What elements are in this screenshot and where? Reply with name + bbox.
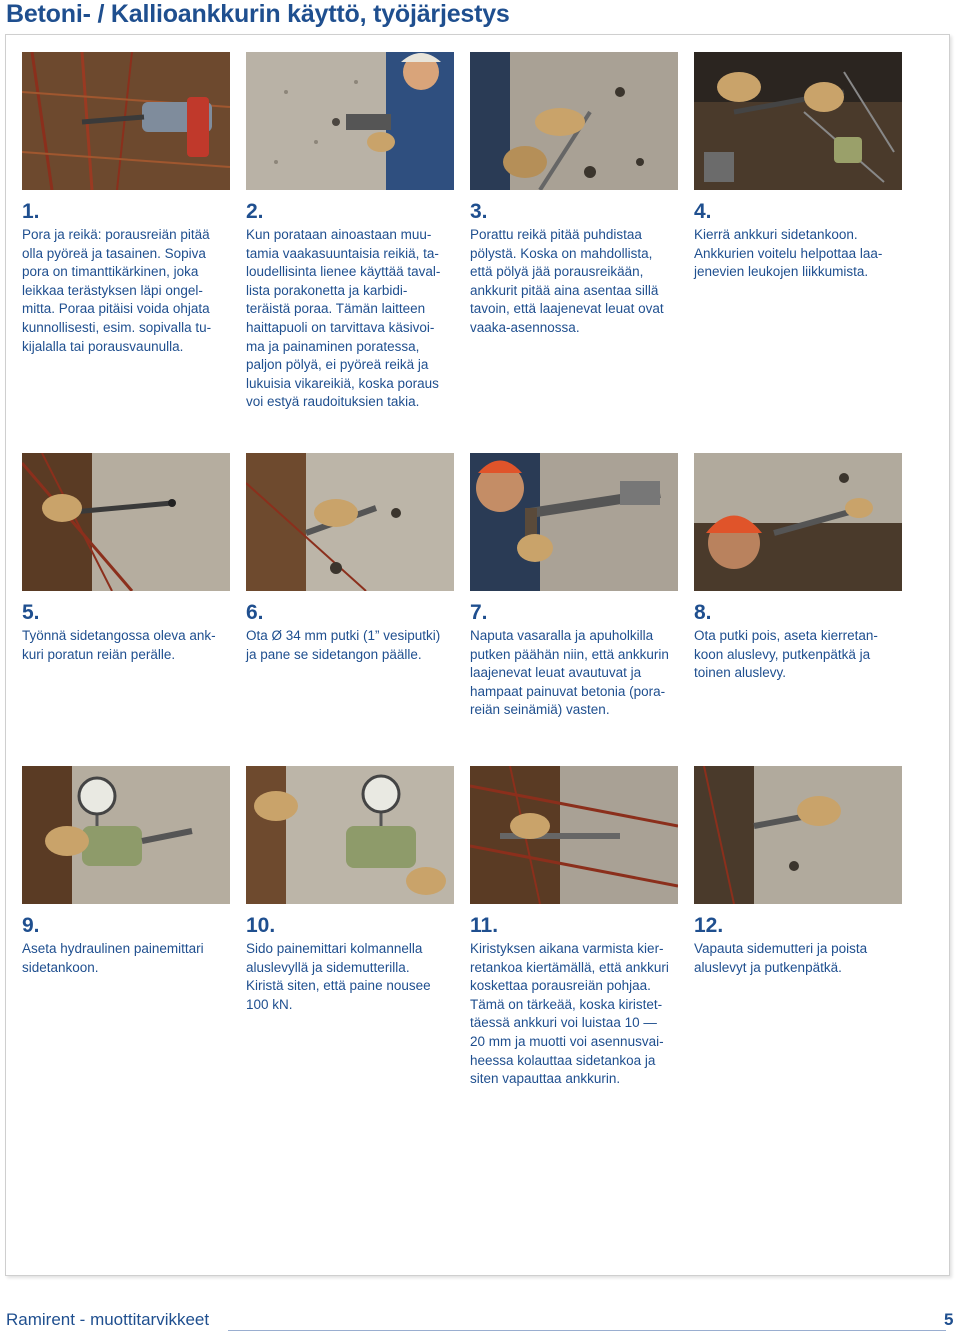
step-text: Ota putki pois, aseta kierretan- koon aluslevy, putkenpätkä ja toinen aluslevy. <box>694 628 878 681</box>
step-text: Naputa vasaralla ja apuholkilla putken päähän niin, että ankkurin laajenevat leuat avautuvat ja hampaat painuvat betonia (pora- reiän seinämiä) vasten. <box>470 628 669 718</box>
step-text: Ota Ø 34 mm putki (1” vesiputki) ja pane se sidetangon päälle. <box>246 628 441 662</box>
step-1 <box>22 52 232 356</box>
gauge-tighten-photo <box>246 766 454 904</box>
step-11 <box>470 766 680 1089</box>
step-text: Vapauta sidemutteri ja poista aluslevyt ja putkenpätkä. <box>694 941 868 975</box>
step-2 <box>246 52 456 412</box>
step-number: 4. <box>694 200 712 223</box>
step-text: Pora ja reikä: porausreiän pitää olla pyöreä ja tasainen. Sopiva pora on timanttikärkinen, joka leikkaa terästyksen läpi ongel- mitta. Poraa pitäisi voida ohjata kunnollisesti, esim. sopivalla tu- kijalalla tai porausvaunulla. <box>22 227 212 354</box>
step-number: 2. <box>246 200 264 223</box>
drill-photo <box>22 52 230 190</box>
step-12 <box>694 766 904 977</box>
pipe-photo <box>246 453 454 591</box>
step-4 <box>694 52 904 282</box>
step-text: Kierrä ankkuri sidetankoon. Ankkurien voitelu helpottaa laa- jenevien leukojen liikkumista. <box>694 227 883 280</box>
gauge-photo <box>22 766 230 904</box>
footer-brand: Ramirent - muottitarvikkeet <box>6 1310 210 1329</box>
step-number: 6. <box>246 601 264 624</box>
step-text: Sido painemittari kolmannella aluslevyllä ja sidemutterilla. Kiristä siten, että paine nousee 100 kN. <box>246 941 431 1012</box>
step-5 <box>22 453 232 664</box>
page-number: 5 <box>944 1310 954 1329</box>
step-text: Kiristyksen aikana varmista kier- retankoa kiertämällä, että ankkuri koskettaa porausreiän pohjaa. Tämä on tärkeää, koska kiristet- täessä ankkuri voi luistaa 10 — 20 mm ja muotti voi asennusvai- heessa kolauttaa sidetankoa ja siten vapauttaa ankkurin. <box>470 941 669 1087</box>
step-number: 10. <box>246 914 276 937</box>
step-text: Työnnä sidetangossa oleva ank- kuri poratun reiän perälle. <box>22 628 216 662</box>
step-text: Aseta hydraulinen painemittari sidetankoon. <box>22 941 204 975</box>
release-nut-photo <box>694 766 902 904</box>
step-number: 9. <box>22 914 40 937</box>
rebar-check-photo <box>470 766 678 904</box>
worker-drilling-photo <box>246 52 454 190</box>
step-number: 1. <box>22 200 40 223</box>
step-10 <box>246 766 456 1014</box>
anchor-rod-photo <box>694 52 902 190</box>
step-7 <box>470 453 680 720</box>
step-number: 5. <box>22 601 40 624</box>
step-number: 12. <box>694 914 724 937</box>
step-9 <box>22 766 232 977</box>
step-3 <box>470 52 680 338</box>
step-text: Porattu reikä pitää puhdistaa pölystä. Koska on mahdollista, että pölyä jää porausreikään, ankkurit pitää aina asentaa sillä tavoin, että laajenevat leuat ovat vaaka-asennossa. <box>470 227 664 335</box>
page-title: Betoni- / Kallioankkurin käyttö, työjärjestys <box>6 0 510 28</box>
step-text: Kun porataan ainoastaan muu- tamia vaakasuuntaisia reikiä, ta- loudellisinta lienee käyttää taval- lista porakonetta ja karbidi- teräistä poraa. Tämän laitteen haittapuoli on tarvittava käsivoi- ma ja painaminen poratessa, paljon pölyä, ei pyöreä reikä ja lukuisia vikareikiä, koska poraus voi estyä raudoituksien takia. <box>246 227 441 410</box>
cleaning-hole-photo <box>470 52 678 190</box>
footer-divider <box>228 1330 946 1331</box>
step-number: 11. <box>470 914 499 937</box>
step-number: 8. <box>694 601 712 624</box>
hammer-photo <box>470 453 678 591</box>
step-number: 3. <box>470 200 488 223</box>
step-8 <box>694 453 904 683</box>
step-number: 7. <box>470 601 488 624</box>
push-anchor-photo <box>22 453 230 591</box>
worker-helmet-photo <box>694 453 902 591</box>
step-6 <box>246 453 456 664</box>
